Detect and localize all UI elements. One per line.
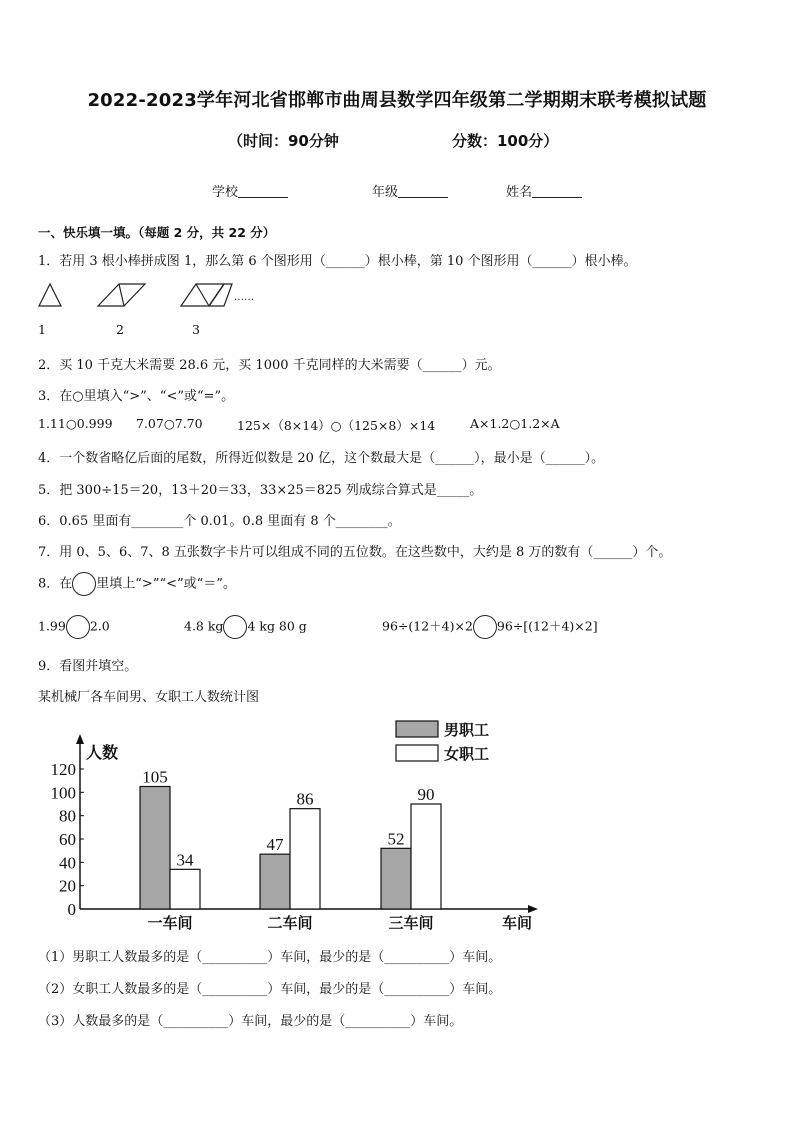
- answer-circle: [72, 572, 96, 596]
- q8-b-left: 4.8 kg: [184, 618, 224, 634]
- question-8-item-2: [184, 615, 307, 639]
- y-tick-label: 120: [50, 760, 76, 779]
- q8-c-right: 96÷[(12＋4)×2]: [496, 618, 598, 634]
- question-3-item-1: 1.11○0.999: [38, 416, 113, 431]
- figure-label-1: 1: [38, 322, 46, 337]
- question-8-item-3: [382, 615, 598, 639]
- question-8-prefix: 8．在: [38, 576, 73, 592]
- question-6: 6．0.65 里面有________个 0.01。0.8 里面有 8 个________。: [38, 514, 401, 529]
- legend-label: 男职工: [444, 721, 490, 739]
- bar-male: [260, 854, 290, 909]
- bar-female: [411, 804, 441, 909]
- y-tick-label: 80: [59, 806, 76, 826]
- name-label: 姓名: [506, 185, 533, 200]
- y-tick-label: 100: [50, 783, 76, 803]
- school-label: 学校: [212, 185, 239, 200]
- name-blank: [532, 184, 582, 198]
- legend-swatch-male: [396, 721, 438, 737]
- answer-circle: [223, 615, 247, 639]
- y-axis-label: 人数: [86, 743, 119, 762]
- school-blank: [238, 184, 288, 198]
- figure-label-3: 3: [192, 322, 200, 337]
- question-9-2: （2）女职工人数最多的是（__________）车间，最少的是（__________）车间。: [38, 982, 502, 997]
- question-2: 2．买 10 千克大米需要 28.6 元，买 1000 千克同样的大米需要（______）元。: [38, 358, 501, 373]
- question-3-item-4: A×1.2○1.2×A: [470, 416, 560, 431]
- figure-ellipsis: ……: [234, 292, 254, 303]
- q8-a-left: 1.99: [38, 618, 66, 634]
- x-axis-arrow: [528, 905, 538, 913]
- question-4: 4．一个数省略亿后面的尾数，所得近似数是 20 亿，这个数最大是（______），最小是（______）。: [38, 451, 605, 466]
- bar-male: [140, 787, 170, 910]
- x-axis-label: 车间: [502, 914, 533, 932]
- legend-label: 女职工: [444, 745, 490, 763]
- question-7: 7．用 0、5、6、7、8 五张数字卡片可以组成不同的五位数。在这些数中，大约是 8 万的数有（______）个。: [38, 545, 672, 560]
- data-label: 90: [417, 785, 435, 804]
- grade-label: 年级: [372, 185, 399, 200]
- section-heading: 一、快乐填一填。（每题 2 分，共 22 分）: [38, 225, 276, 240]
- y-tick-label: 20: [59, 876, 76, 896]
- matchstick-figures: [36, 280, 266, 310]
- category-label: 二车间: [267, 914, 313, 932]
- question-3-item-3: 125×（8×14）○（125×8）×14: [237, 418, 436, 433]
- question-8-suffix: 里填上“>”“<”或“＝”。: [96, 576, 236, 592]
- bar-female: [290, 809, 320, 909]
- category-label: 一车间: [147, 914, 193, 932]
- data-label: 47: [266, 835, 284, 855]
- bar-male: [381, 848, 411, 909]
- q8-b-right: 4 kg 80 g: [247, 618, 307, 634]
- figure-1-triangle: [39, 284, 61, 306]
- bar-chart: [30, 712, 570, 937]
- page-title: 2022-2023学年河北省邯郸市曲周县数学四年级第二学期期末联考模拟试题: [87, 90, 707, 111]
- exam-score: 分数：100分）: [452, 132, 559, 150]
- question-3: 3．在○里填入“>”、“<”或“=”。: [38, 389, 235, 404]
- data-label: 34: [176, 850, 194, 870]
- question-1: 1．若用 3 根小棒拼成图 1，那么第 6 个图形用（______）根小棒，第 10 个图形用（______）根小棒。: [38, 254, 637, 269]
- question-5: 5．把 300÷15＝20，13＋20＝33，33×25＝825 列成综合算式是_____。: [38, 483, 483, 498]
- bar-female: [170, 869, 200, 909]
- data-label: 105: [142, 767, 168, 787]
- name-field: [506, 181, 582, 200]
- q8-c-left: 96÷(12＋4)×2: [382, 618, 473, 634]
- chart-caption: 某机械厂各车间男、女职工人数统计图: [38, 690, 260, 705]
- y-axis-arrow: [76, 734, 84, 744]
- question-8: [38, 572, 236, 596]
- y-tick-label: 60: [59, 830, 76, 849]
- question-9: 9．看图并填空。: [38, 659, 138, 674]
- data-label: 86: [296, 789, 314, 809]
- question-9-1: （1）男职工人数最多的是（__________）车间，最少的是（__________）车间。: [38, 950, 502, 965]
- exam-time: （时间：90分钟: [228, 132, 339, 150]
- data-label: 52: [387, 829, 405, 849]
- question-3-item-2: 7.07○7.70: [136, 416, 203, 431]
- legend-swatch-female: [396, 745, 438, 761]
- y-tick-label: 0: [67, 900, 76, 919]
- question-8-item-1: [38, 615, 110, 639]
- category-label: 三车间: [388, 914, 434, 932]
- y-tick-label: 40: [59, 853, 76, 873]
- answer-circle: [66, 615, 90, 639]
- q8-a-right: 2.0: [89, 618, 110, 634]
- grade-field: [372, 181, 448, 200]
- grade-blank: [398, 184, 448, 198]
- school-field: [212, 181, 288, 200]
- question-9-3: （3）人数最多的是（__________）车间，最少的是（__________）车间。: [38, 1014, 463, 1029]
- answer-circle: [473, 615, 497, 639]
- figure-label-2: 2: [116, 322, 124, 337]
